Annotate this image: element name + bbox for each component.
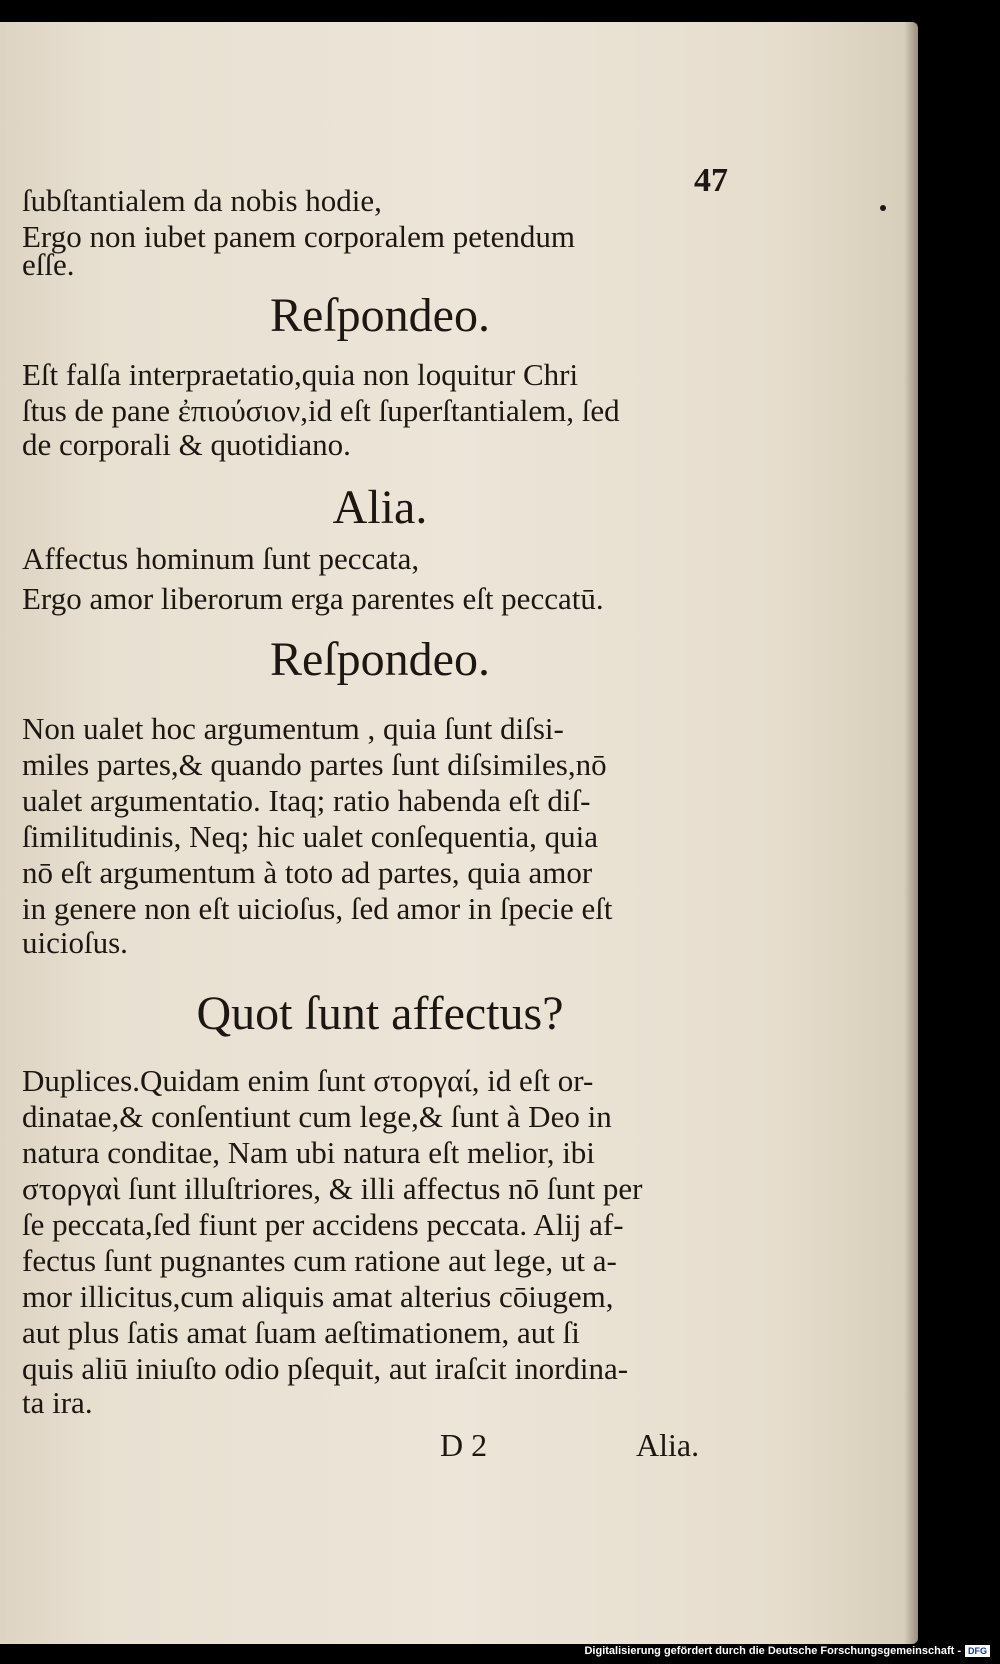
page-edge-shadow bbox=[904, 22, 918, 1644]
text-line: Non ualet hoc argumentum , quia ſunt diſsi- bbox=[22, 711, 564, 746]
text-line: στοργαὶ ſunt illuſtriores, & illi affectus nō ſunt per bbox=[22, 1171, 643, 1206]
text-line: uicioſus. bbox=[22, 925, 128, 960]
text-line: Ergo amor liberorum erga parentes eſt peccatū. bbox=[22, 581, 604, 616]
text-line: fectus ſunt pugnantes cum ratione aut lege, ut a- bbox=[22, 1243, 617, 1278]
catchword: Alia. bbox=[636, 1427, 700, 1463]
text-line: mor illicitus,cum aliquis amat alterius cōiugem, bbox=[22, 1279, 614, 1314]
page-number: 47 bbox=[694, 162, 728, 199]
section-heading: Quot ſunt affectus? bbox=[196, 987, 564, 1040]
text-line: natura conditae, Nam ubi natura eſt melior, ibi bbox=[22, 1135, 595, 1170]
section-heading: Reſpondeo. bbox=[270, 633, 490, 686]
text-line: ſubſtantialem da nobis hodie, bbox=[22, 183, 382, 218]
text-line: Duplices.Quidam enim ſunt στοργαί, id eſt or- bbox=[22, 1063, 594, 1098]
section-heading: Alia. bbox=[332, 481, 428, 534]
text-line: Eſt falſa interpraetatio,quia non loquitur Chri bbox=[22, 357, 579, 392]
dfg-logo-badge: DFG bbox=[965, 1645, 990, 1657]
text-line: ſimilitudinis, Neq; hic ualet conſequentia, quia bbox=[22, 819, 598, 854]
ink-spot bbox=[880, 205, 886, 211]
text-line: in genere non eſt uicioſus, ſed amor in ſpecie eſt bbox=[22, 891, 613, 926]
text-line: ta ira. bbox=[22, 1385, 93, 1420]
text-line: ualet argumentatio. Itaq; ratio habenda eſt diſ- bbox=[22, 783, 591, 818]
text-line: ſtus de pane ἐπιούσιον,id eſt ſuperſtantialem, ſed bbox=[22, 393, 620, 428]
credit-text: Digitalisierung gefördert durch die Deutsche Forschungsgemeinschaft - bbox=[584, 1645, 961, 1657]
text-line: quis aliū iniuſto odio pſequit, aut iraſcit inordina- bbox=[22, 1351, 629, 1386]
text-line: de corporali & quotidiano. bbox=[22, 427, 351, 462]
text-line: aut plus ſatis amat ſuam aeſtimationem, aut ſi bbox=[22, 1315, 580, 1350]
text-line: dinatae,& conſentiunt cum lege,& ſunt à Deo in bbox=[22, 1099, 612, 1134]
text-line: nō eſt argumentum à toto ad partes, quia amor bbox=[22, 855, 593, 890]
text-line: Ergo non iubet panem corporalem petendum bbox=[22, 219, 575, 254]
text-line: miles partes,& quando partes ſunt diſsimiles,nō bbox=[22, 747, 607, 782]
book-page bbox=[0, 22, 918, 1644]
signature-mark: D 2 bbox=[440, 1427, 488, 1463]
text-line: Affectus hominum ſunt peccata, bbox=[22, 541, 420, 576]
section-heading: Reſpondeo. bbox=[270, 289, 490, 342]
text-line: ſe peccata,ſed fiunt per accidens peccata. Alij af- bbox=[22, 1207, 624, 1242]
text-line: eſſe. bbox=[22, 247, 75, 282]
digitization-credit bbox=[584, 1644, 990, 1658]
